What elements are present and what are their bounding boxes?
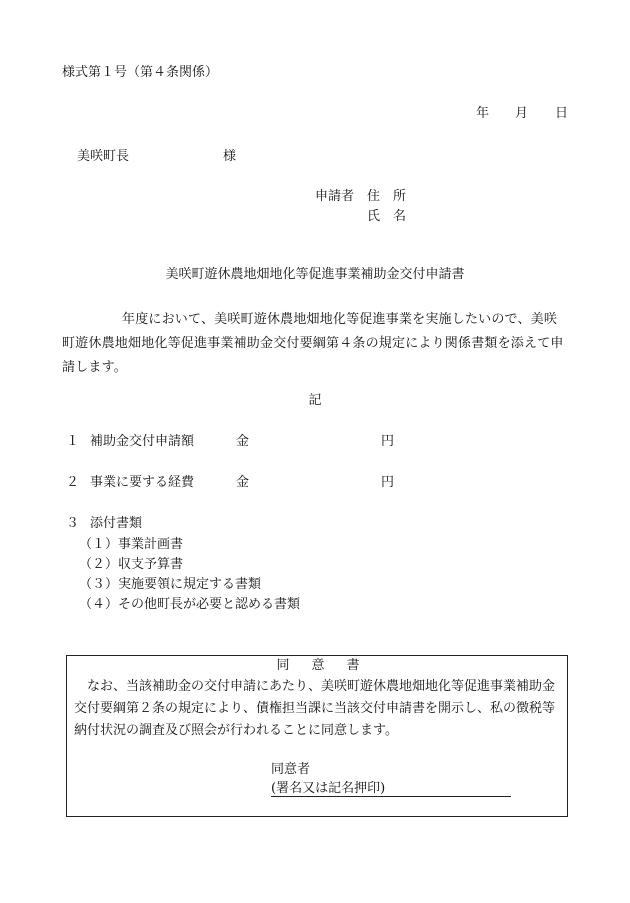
item-unit-label: 円	[381, 434, 395, 449]
signature-line	[271, 796, 511, 797]
ki-heading: 記	[308, 393, 322, 408]
attachments-heading: 添付書類	[90, 516, 143, 531]
consent-title: 同意書	[276, 658, 382, 673]
attachment-item: （１）事業計画書	[79, 537, 184, 552]
date-day-label: 日	[555, 106, 569, 121]
consent-signature-label: (署名又は記名押印)	[271, 781, 386, 796]
applicant-name-label: 氏 名	[367, 209, 407, 224]
addressee-honorific: 様	[223, 149, 237, 164]
attachments-number: ３	[66, 516, 80, 531]
item-unit-label: 円	[381, 475, 395, 490]
attachment-item: （２）収支予算書	[79, 557, 184, 572]
attachment-item: （４）その他町長が必要と認める書類	[79, 597, 301, 612]
applicant-label: 申請者	[315, 189, 355, 204]
attachment-item: （３）実施要領に規定する書類	[79, 577, 262, 592]
item-label: 事業に要する経費	[90, 475, 195, 490]
consent-body-text: なお、当該補助金の交付申請にあたり、美咲町遊休農地畑地化等促進事業補助金交付要綱第２条の規定により、債権担当課に当該交付申請書を開示し、私の徴税等納付状況の調査及び照会が行われることに同意します。	[74, 679, 556, 738]
consent-agreer-label: 同意者	[271, 762, 311, 777]
form-number-label: 様式第１号（第４条関係）	[62, 65, 219, 80]
applicant-address-label: 住 所	[367, 189, 407, 204]
addressee-name: 美咲町長	[77, 149, 130, 164]
item-label: 補助金交付申請額	[90, 434, 195, 449]
item-number: ２	[66, 475, 80, 490]
date-month-label: 月	[515, 106, 529, 121]
item-currency-label: 金	[236, 434, 250, 449]
date-year-label: 年	[476, 106, 490, 121]
document-title: 美咲町遊休農地畑地化等促進事業補助金交付申請書	[165, 267, 465, 282]
item-currency-label: 金	[236, 475, 250, 490]
item-number: １	[66, 434, 80, 449]
application-body-text: 年度において、美咲町遊休農地畑地化等促進事業を実施したいので、美咲町遊休農地畑地化等促進事業補助金交付要綱第４条の規定により関係書類を添えて申請します。	[62, 312, 564, 375]
